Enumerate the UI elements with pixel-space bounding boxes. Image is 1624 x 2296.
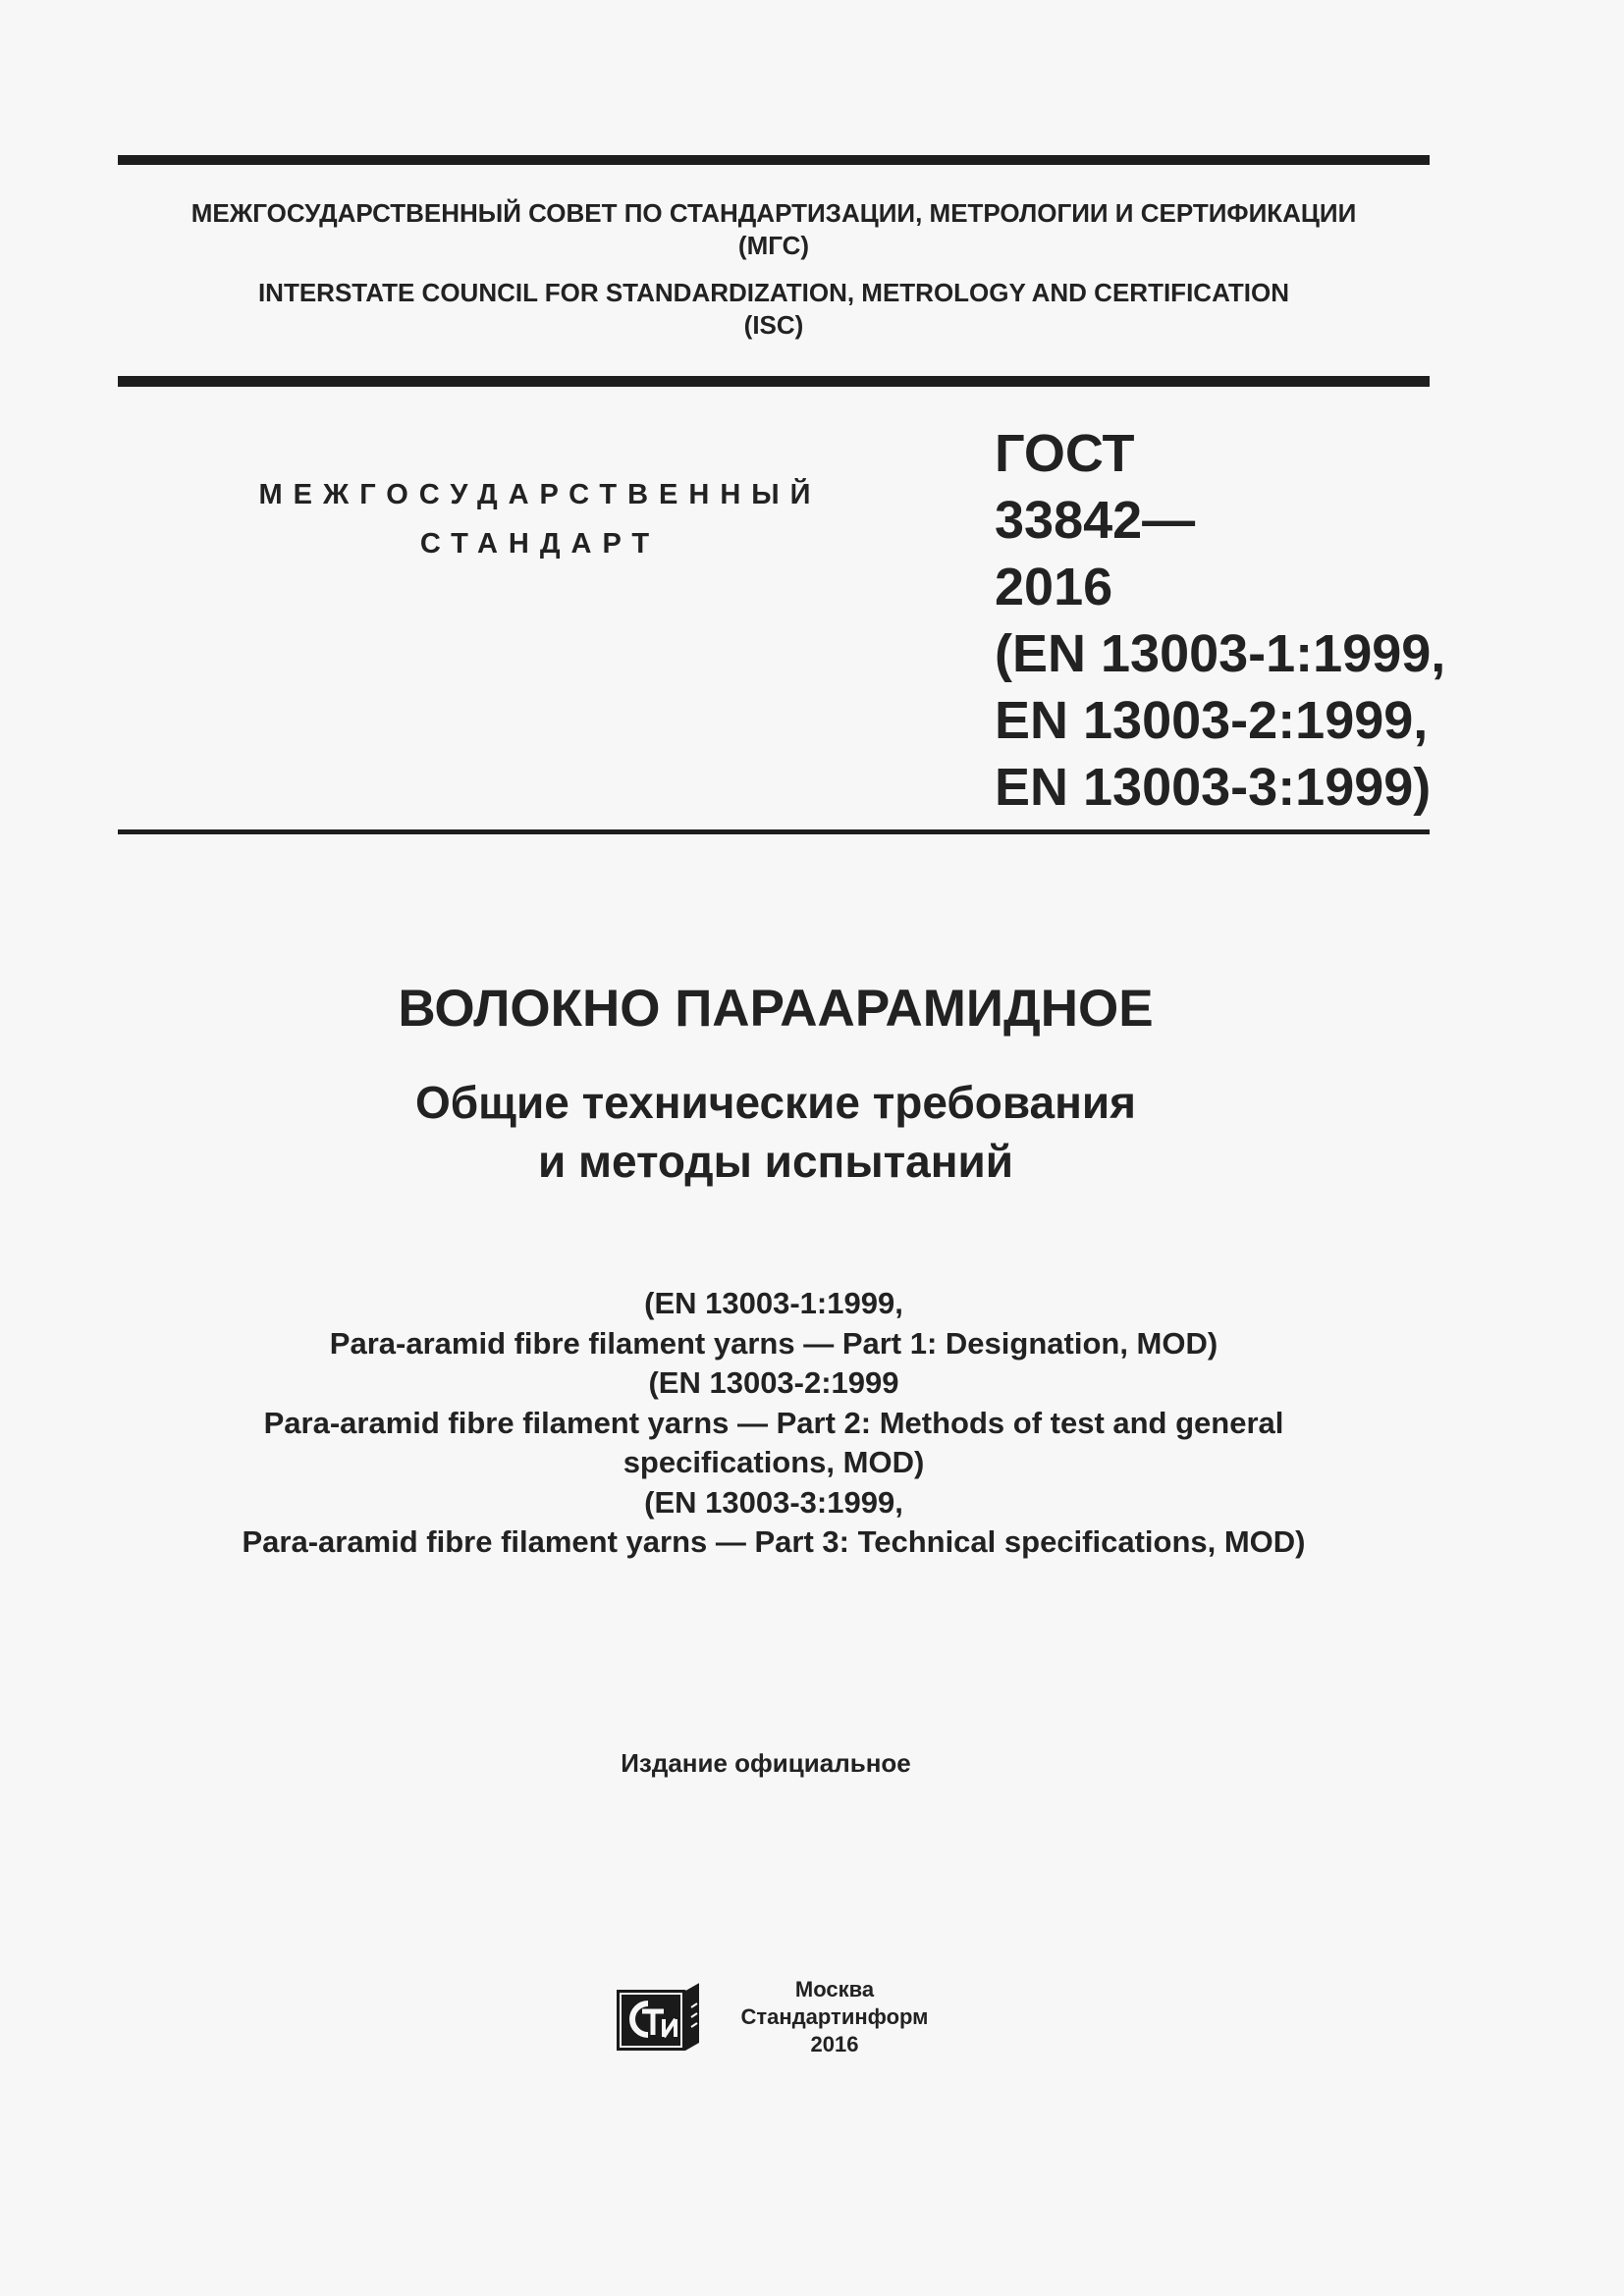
designation-line: (EN 13003-1:1999, bbox=[995, 624, 1446, 683]
council-name-ru: МЕЖГОСУДАРСТВЕННЫЙ СОВЕТ ПО СТАНДАРТИЗАЦИИ, МЕТРОЛОГИИ И СЕРТИФИКАЦИИ bbox=[190, 198, 1357, 228]
en-references bbox=[118, 1284, 1430, 1563]
document-subtitle-line2: и методы испытаний bbox=[537, 1136, 1014, 1187]
publisher-block bbox=[727, 1976, 943, 2058]
reference-line: specifications, MOD) bbox=[623, 1445, 925, 1479]
designation-line: EN 13003-2:1999, bbox=[995, 691, 1429, 750]
publisher-year: 2016 bbox=[810, 2032, 859, 2056]
middle-rule bbox=[118, 376, 1430, 387]
reference-line: Para-aramid fibre filament yarns — Part 3: Technical specifications, MOD) bbox=[242, 1524, 1306, 1559]
document-subtitle-line1: Общие технические требования bbox=[414, 1077, 1136, 1128]
reference-line: Para-aramid fibre filament yarns — Part 1: Designation, MOD) bbox=[329, 1325, 1218, 1361]
designation-line: 33842— bbox=[995, 491, 1196, 550]
reference-line: (EN 13003-2:1999 bbox=[648, 1365, 899, 1400]
reference-line: (EN 13003-3:1999, bbox=[644, 1484, 903, 1520]
top-rule bbox=[118, 155, 1430, 165]
reference-line: (EN 13003-1:1999, bbox=[644, 1286, 903, 1320]
publisher-name: Стандартинформ bbox=[740, 2004, 929, 2029]
designation-line: EN 13003-3:1999) bbox=[995, 758, 1432, 817]
publisher-city: Москва bbox=[794, 1977, 875, 2002]
bottom-rule bbox=[118, 829, 1430, 834]
standard-kind-line2: СТАНДАРТ bbox=[419, 528, 661, 560]
edition-note: Издание официальное bbox=[621, 1748, 911, 1778]
council-name-en: INTERSTATE COUNCIL FOR STANDARDIZATION, METROLOGY AND CERTIFICATION bbox=[257, 278, 1290, 307]
council-abbr-en: (ISC) bbox=[743, 310, 804, 340]
designation-line: ГОСТ bbox=[995, 424, 1135, 483]
standard-designation bbox=[995, 420, 1445, 821]
reference-line: Para-aramid fibre filament yarns — Part 2: Methods of test and general bbox=[263, 1405, 1284, 1440]
standard-kind-line1: МЕЖГОСУДАРСТВЕННЫЙ bbox=[258, 479, 822, 510]
council-abbr-ru: (МГС) bbox=[737, 231, 810, 260]
document-title: ВОЛОКНО ПАРААРАМИДНОЕ bbox=[398, 980, 1154, 1038]
designation-line: 2016 bbox=[995, 558, 1113, 616]
standartinform-logo-icon bbox=[613, 1978, 703, 2056]
